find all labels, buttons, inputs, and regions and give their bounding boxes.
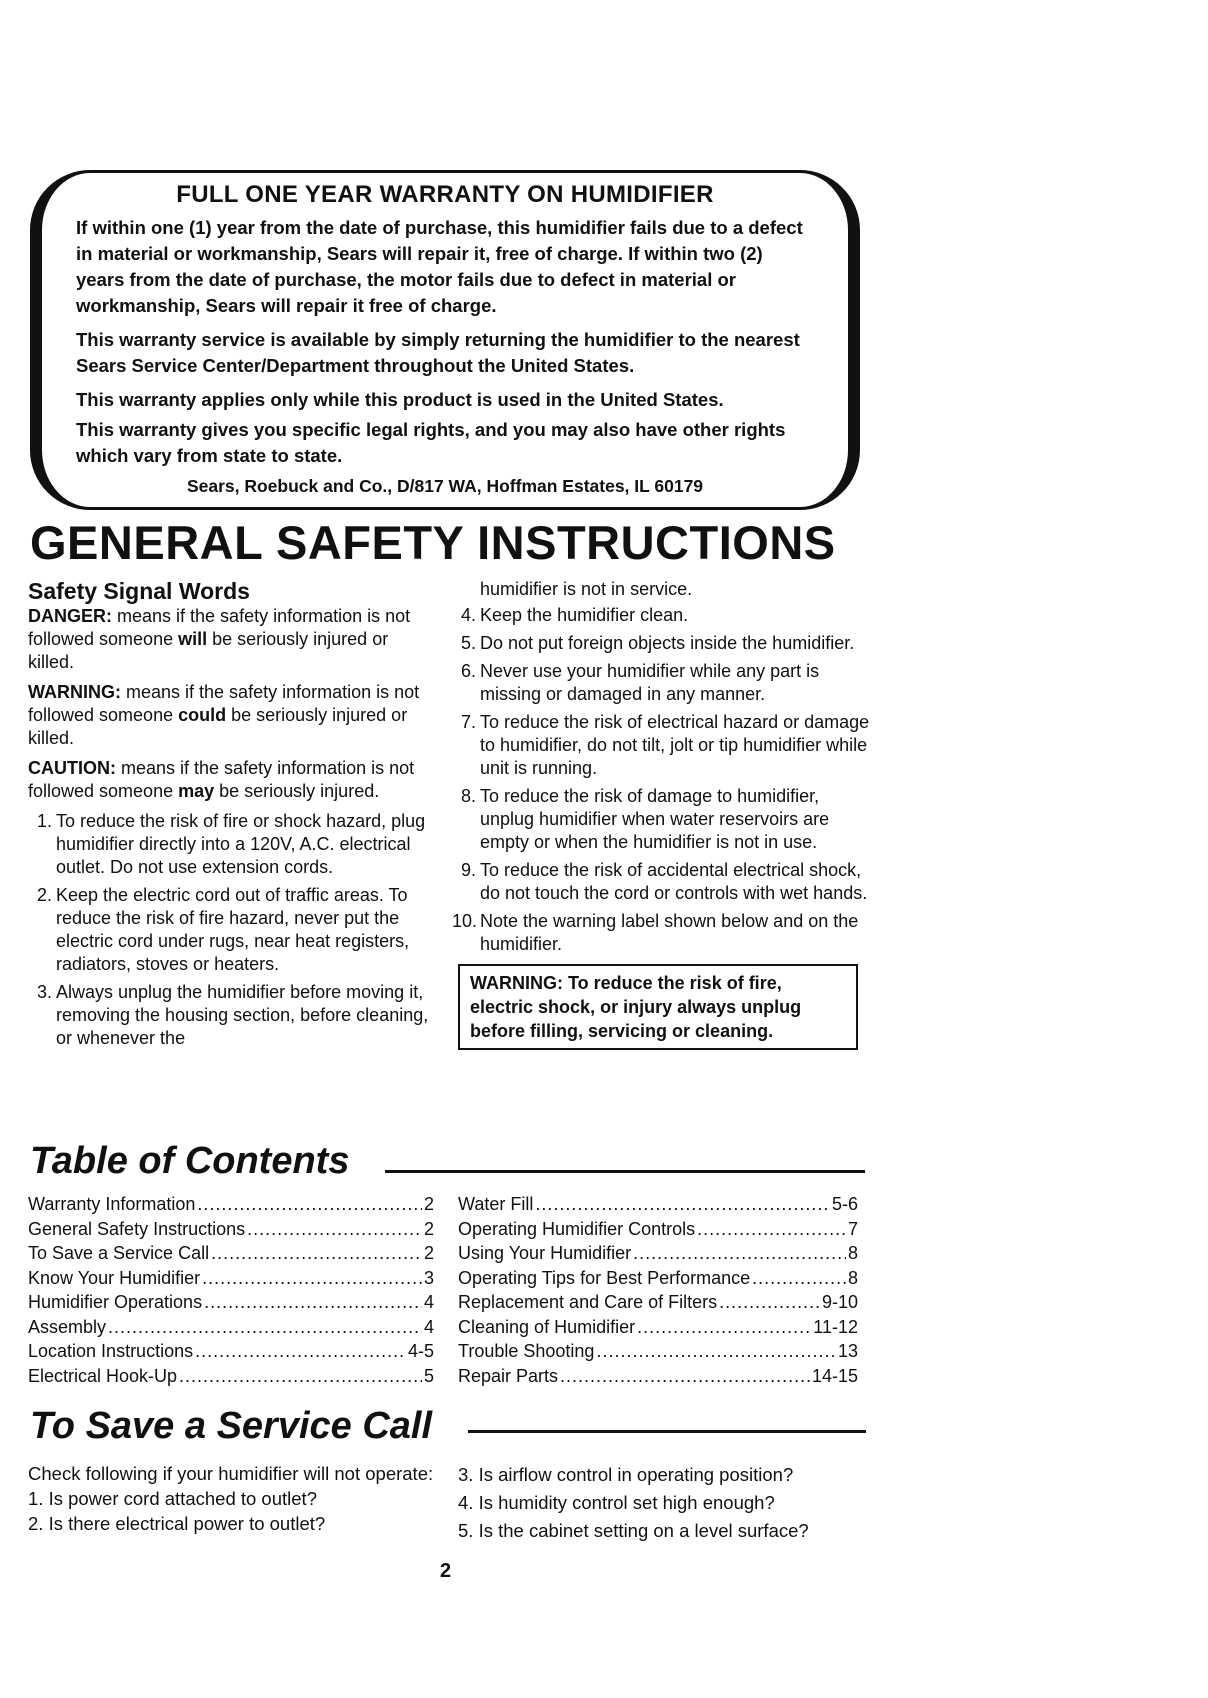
item-text: Keep the electric cord out of traffic areas. To reduce the risk of fire hazard, never put the electric cord under rugs, near heat registers, radiators, stoves or heaters. [56,885,410,974]
toc-entry-label: Water Fill [458,1194,534,1214]
toc-left-column [28,1192,434,1388]
danger-definition [28,605,438,674]
toc-entry-page: 4 [423,1316,434,1337]
item-number: 10. [452,911,478,931]
item-number: 2. [36,885,52,905]
toc-entry-page: 2 [423,1194,434,1214]
toc-entry-page: 8 [847,1243,858,1263]
toc-entry[interactable] [458,1290,858,1315]
toc-entry[interactable] [28,1241,434,1266]
safety-item [452,711,872,780]
toc-entry-label: Electrical Hook-Up [28,1365,178,1386]
toc-entry-page: 11-12 [813,1316,858,1337]
warning-term: WARNING: [28,682,121,702]
toc-entry-label: Operating Tips for Best Performance [458,1267,751,1288]
service-right-column [458,1462,868,1546]
item-text: Never use your humidifier while any part is missing or damaged in any manner. [480,661,820,704]
warranty-paragraph: If within one (1) year from the date of purchase, this humidifier fails due to a defect in material or workmanship, Sears will repair it, free of charge. If within two (2) years from the date of purchase, the motor fails due to defect in material or workmanship, Sears will repair it free of charge. [76,217,803,316]
service-check-item: 4. Is humidity control set high enough? [458,1492,775,1513]
service-left-column [28,1462,438,1537]
item-number: 6. [460,661,476,681]
toc-entry[interactable] [28,1315,434,1340]
page-number: 2 [440,1560,452,1582]
item3-continued: humidifier is not in service. [480,579,693,599]
toc-entry-page: 7 [847,1218,858,1239]
toc-entry[interactable] [458,1339,858,1364]
warranty-paragraph: This warranty gives you specific legal rights, and you may also have other rights which vary from state to state. [76,419,786,466]
toc-title: Table of Contents [30,1140,350,1182]
toc-entry-page: 2 [423,1218,434,1239]
warning-label-box: WARNING: To reduce the risk of fire, electric shock, or injury always unplug before filling, servicing or cleaning. [458,964,858,1050]
toc-entry-page: 3 [423,1267,434,1288]
definition-text: means if the safety information is not followed someone [28,758,415,801]
item-number: 4. [460,605,476,625]
item-text: To reduce the risk of fire or shock hazard, plug humidifier directly into a 120V, A.C. electrical outlet. Do not use extension cords. [56,811,426,877]
safety-item [28,981,438,1050]
definition-text: means if the safety information is not followed someone [28,606,411,649]
toc-entry-label: To Save a Service Call [28,1243,210,1263]
safety-item [452,785,872,854]
toc-entry-page: 5 [423,1365,434,1386]
toc-entry[interactable] [458,1241,858,1266]
service-call-title: To Save a Service Call [30,1405,433,1447]
item-text: Note the warning label shown below and on the humidifier. [480,911,859,954]
safety-item [28,884,438,976]
definition-text: be seriously injured or killed. [28,705,408,748]
toc-right-column [458,1192,858,1388]
safety-list-left [28,810,438,1050]
item-text: To reduce the risk of accidental electrical shock, do not touch the cord or controls with wet hands. [480,860,868,903]
safety-item [452,632,872,655]
toc-entry-label: Know Your Humidifier [28,1267,201,1288]
definition-emphasis: could [178,705,227,725]
item-text: Keep the humidifier clean. [480,605,689,625]
toc-entry-label: Trouble Shooting [458,1341,595,1361]
signal-words-heading: Safety Signal Words [28,578,250,604]
item-text: Always unplug the humidifier before moving it, removing the housing section, before cleaning, or whenever the [56,982,429,1048]
item-text: Do not put foreign objects inside the humidifier. [480,633,855,653]
toc-entry-page: 2 [423,1243,434,1263]
safety-title: GENERAL SAFETY INSTRUCTIONS [30,516,836,569]
toc-entry-label: Location Instructions [28,1341,194,1361]
toc-entry[interactable] [28,1192,434,1217]
safety-right-column [452,578,872,1050]
toc-entry-label: Warranty Information [28,1194,196,1214]
safety-item [452,604,872,627]
toc-entry-page: 4-5 [407,1341,434,1361]
toc-entry[interactable] [28,1364,434,1389]
item-text: To reduce the risk of electrical hazard or damage to humidifier, do not tilt, jolt or tip humidifier while unit is running. [480,712,870,778]
toc-entry-label: Assembly [28,1316,107,1337]
item-number: 5. [460,633,476,653]
item-number: 3. [36,982,52,1002]
safety-item [452,859,872,905]
toc-entry[interactable] [28,1290,434,1315]
safety-item [452,660,872,706]
toc-entry-label: Operating Humidifier Controls [458,1218,696,1239]
toc-entry-page: 8 [847,1267,858,1288]
toc-entry-label: General Safety Instructions [28,1218,246,1239]
definition-text: means if the safety information is not followed someone [28,682,420,725]
toc-entry[interactable] [458,1266,858,1291]
definition-text: be seriously injured or killed. [28,629,389,672]
toc-entry[interactable] [458,1192,858,1217]
toc-entry-label: Using Your Humidifier [458,1243,632,1263]
toc-rule [385,1170,865,1173]
definition-emphasis: will [178,629,208,649]
toc-entry[interactable] [28,1339,434,1364]
item-number: 8. [460,786,476,806]
service-check-item: 1. Is power cord attached to outlet? [28,1488,317,1509]
service-check-item: 3. Is airflow control in operating position? [458,1464,794,1485]
warranty-address: Sears, Roebuck and Co., D/817 WA, Hoffman Estates, IL 60179 [186,476,704,496]
toc-entry-label: Replacement and Care of Filters [458,1292,718,1312]
item-number: 7. [460,712,476,732]
toc-entry[interactable] [28,1266,434,1291]
warranty-title: FULL ONE YEAR WARRANTY ON HUMIDIFIER [176,181,714,208]
warranty-paragraph: This warranty service is available by simply returning the humidifier to the nearest Sears Service Center/Department throughout the United States. [76,329,800,376]
toc-entry[interactable] [458,1217,858,1242]
caution-term: CAUTION: [28,758,116,778]
toc-entry-page: 5-6 [831,1194,858,1214]
safety-item [452,910,872,956]
toc-entry-label: Repair Parts [458,1365,559,1386]
item-number: 1. [36,811,52,831]
toc-entry[interactable] [458,1315,858,1340]
service-intro: Check following if your humidifier will not operate: [28,1463,434,1484]
warning-definition [28,681,438,750]
caution-definition [28,757,438,803]
item-number: 9. [460,860,476,880]
definition-emphasis: may [178,781,215,801]
toc-entry-label: Humidifier Operations [28,1292,203,1312]
item-text: To reduce the risk of damage to humidifier, unplug humidifier when water reservoirs are empty or when the humidifier is not in use. [480,786,830,852]
toc-entry[interactable] [28,1217,434,1242]
toc-entry-page: 13 [837,1341,858,1361]
safety-item [28,810,438,879]
warranty-paragraph: This warranty applies only while this product is used in the United States. [76,389,724,410]
warranty-box [30,170,860,510]
service-check-item: 5. Is the cabinet setting on a level surface? [458,1520,809,1541]
danger-term: DANGER: [28,606,112,626]
definition-text: be seriously injured. [214,781,380,801]
safety-left-column [28,578,438,1055]
toc-entry-label: Cleaning of Humidifier [458,1316,636,1337]
service-check-item: 2. Is there electrical power to outlet? [28,1513,326,1534]
safety-list-right [452,604,872,956]
toc-entry-page: 9-10 [821,1292,858,1312]
toc-entry[interactable] [458,1364,858,1389]
toc-entry-page: 14-15 [811,1365,858,1386]
service-call-rule [468,1430,866,1433]
toc-entry-page: 4 [423,1292,434,1312]
